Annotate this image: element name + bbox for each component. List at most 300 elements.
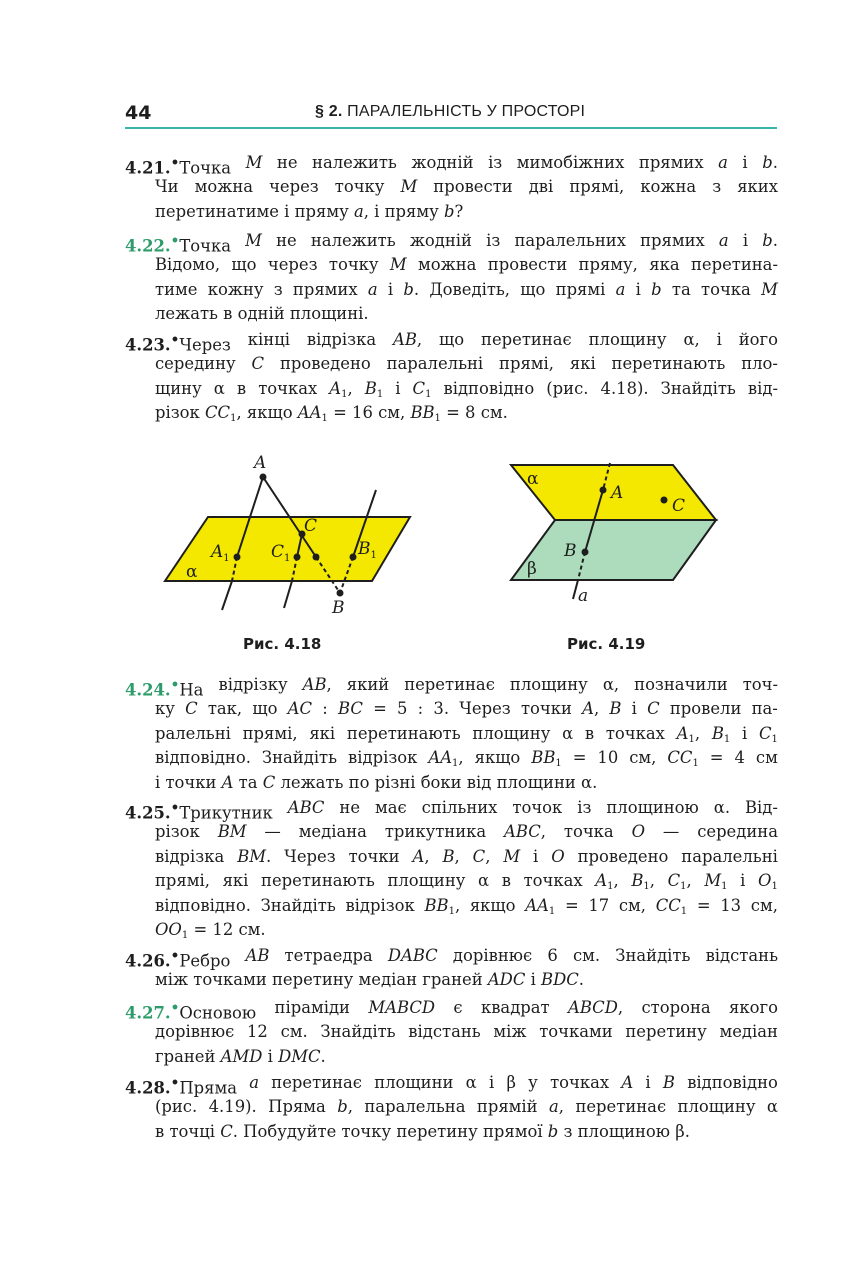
text-run: =: [564, 895, 579, 915]
math-symbol: b: [651, 279, 662, 299]
label-c: C: [672, 496, 686, 516]
problem-number: 4.22.: [125, 236, 171, 256]
text-run: перетина-: [690, 255, 778, 275]
math-symbol: A: [412, 846, 425, 866]
text-run: см.: [280, 1022, 308, 1042]
problem-number: 4.27.: [125, 1003, 171, 1023]
text-run: паралельних: [514, 231, 626, 250]
math-symbol: B: [662, 1073, 675, 1092]
text-run: α,: [602, 675, 620, 694]
text-run: є: [453, 998, 463, 1017]
text-run: дві: [528, 177, 554, 197]
text-run: см,: [750, 895, 778, 915]
text-run: точках: [258, 378, 318, 398]
text-run: точках: [550, 1073, 610, 1092]
level-marker: •: [170, 800, 180, 816]
math-symbol: BB: [410, 403, 435, 423]
math-symbol: B: [442, 846, 455, 866]
text-run: дорівнює: [452, 946, 533, 965]
problem-line: [125, 200, 778, 224]
text-run: жодній: [409, 231, 472, 250]
label-alpha: α: [186, 562, 198, 582]
text-run: відстань: [705, 946, 778, 965]
label-line-a: a: [578, 586, 589, 606]
subscript: 1: [376, 388, 384, 400]
text-run: перетинатиме і пряму: [155, 201, 354, 221]
math-symbol: A: [221, 772, 234, 792]
text-run: точку: [328, 255, 379, 275]
problem-line: [125, 894, 778, 918]
text-run: тиме: [155, 279, 198, 299]
text-run: 4.19).: [208, 1097, 257, 1117]
text-run: , і пряму: [363, 201, 444, 221]
text-run: .: [413, 279, 420, 299]
text-run: не: [276, 153, 298, 172]
text-run: його: [738, 330, 778, 349]
math-symbol: C: [251, 354, 265, 374]
math-symbol: a: [367, 279, 378, 299]
point-a: [600, 487, 607, 494]
text-run: відрізка: [155, 846, 225, 866]
text-run: см.: [572, 946, 601, 965]
text-run: Основою: [179, 1003, 257, 1023]
text-run: 3.: [433, 699, 450, 719]
problem-line: [125, 918, 778, 942]
text-run: прямі: [555, 279, 606, 299]
text-run: граней: [155, 1046, 221, 1066]
text-run: точках: [523, 871, 583, 891]
text-run: точки: [520, 699, 572, 719]
text-run: з: [712, 177, 722, 197]
math-symbol: AA: [525, 895, 549, 915]
text-run: =: [572, 748, 587, 768]
figure-4-18: [160, 450, 420, 620]
text-run: перетинає: [271, 1073, 362, 1092]
text-run: в: [236, 378, 247, 398]
text-run: дорівнює: [155, 1022, 235, 1042]
problem-line: [125, 1020, 778, 1044]
text-run: в: [501, 871, 511, 891]
math-symbol: M: [704, 871, 722, 891]
subscript: 1: [721, 881, 728, 893]
math-symbol: BB: [424, 895, 449, 915]
problem-line: [125, 722, 778, 746]
text-run: Точка: [179, 236, 232, 256]
text-run: у: [528, 1073, 538, 1092]
subscript: 1: [548, 905, 556, 917]
problem-line: [125, 820, 778, 844]
text-run: прямі,: [242, 723, 298, 743]
text-run: Трикутник: [179, 803, 273, 823]
text-run: ,: [347, 378, 353, 398]
text-run: з: [273, 279, 283, 299]
math-symbol: MABCD: [368, 998, 436, 1017]
point-b: [337, 590, 344, 597]
math-symbol: b: [762, 153, 773, 172]
math-symbol: AB: [302, 675, 327, 694]
math-symbol: BDC: [541, 970, 579, 990]
text-run: і: [387, 279, 394, 299]
problem-line: [125, 302, 778, 326]
text-run: в точці: [155, 1121, 221, 1141]
section-title-text: ПАРАЛЕЛЬНІСТЬ У ПРОСТОРІ: [347, 103, 586, 120]
problem-line: [125, 697, 778, 721]
subscript: 1: [448, 905, 455, 917]
problem-line: [125, 151, 778, 178]
point-c1: [294, 554, 301, 561]
text-run: позначили: [634, 675, 728, 694]
problem-line: [125, 175, 778, 199]
text-run: кожну: [207, 279, 264, 299]
figure-4-19: [505, 455, 725, 610]
text-run: відстань: [408, 1022, 481, 1042]
text-run: і: [742, 231, 749, 250]
math-symbol: M: [245, 153, 263, 172]
text-run: із: [486, 231, 501, 250]
problem-line: [125, 796, 778, 823]
subscript: 1: [341, 388, 348, 400]
point-b: [582, 549, 589, 556]
text-run: ,: [649, 871, 655, 891]
subscript: 1: [771, 881, 778, 893]
math-symbol: BB: [531, 748, 556, 768]
problem-4-21: [125, 151, 778, 224]
label-c1: $C_1$: [271, 542, 291, 564]
text-run: що: [439, 330, 465, 349]
text-run: різок: [155, 822, 200, 842]
text-run: відрізка: [306, 330, 377, 349]
text-run: з площиною β.: [558, 1121, 690, 1141]
text-run: які: [309, 723, 336, 743]
text-run: площину: [588, 330, 667, 349]
text-run: 12: [247, 1022, 268, 1042]
problem-number: 4.24.: [125, 680, 171, 700]
subscript: 1: [230, 413, 237, 425]
text-run: прямі,: [499, 354, 554, 374]
text-run: і: [488, 1073, 495, 1092]
text-run: 10: [597, 748, 619, 768]
text-run: 6: [547, 946, 558, 965]
math-symbol: b: [443, 201, 455, 221]
text-run: із: [577, 798, 592, 817]
math-symbol: b: [762, 231, 773, 250]
problem-4-23: [125, 328, 778, 426]
section-label: § 2.: [315, 103, 343, 120]
text-run: Чи: [155, 177, 179, 197]
text-run: перетинають: [346, 723, 461, 743]
text-run: Відомо,: [155, 255, 221, 275]
text-run: які: [222, 871, 249, 891]
math-symbol: ADC: [487, 970, 526, 990]
text-run: =: [696, 895, 711, 915]
text-run: α: [465, 1073, 477, 1092]
problem-line: [125, 944, 778, 971]
text-run: сторона: [641, 998, 711, 1017]
problem-4-25: [125, 796, 778, 942]
math-symbol: AB: [245, 946, 270, 965]
problem-line: [125, 869, 778, 893]
math-symbol: AA: [428, 748, 453, 768]
text-run: прямі,: [569, 177, 625, 197]
problem-number: 4.25.: [125, 803, 171, 823]
text-run: точ-: [742, 675, 778, 694]
text-run: і: [631, 699, 637, 719]
problem-line: [125, 746, 778, 770]
text-run: провести: [433, 177, 513, 197]
problem-line: [125, 1045, 778, 1069]
math-symbol: a: [718, 231, 729, 250]
text-run: що: [520, 279, 546, 299]
text-run: ралельні: [155, 723, 231, 743]
subscript: 1: [688, 733, 695, 745]
text-run: щину: [155, 378, 202, 398]
text-run: На: [179, 680, 204, 700]
text-run: і: [635, 279, 641, 299]
math-symbol: a: [549, 1097, 559, 1117]
problem-4-28: [125, 1071, 778, 1144]
figure-4-18-caption: Рис. 4.18: [243, 635, 322, 653]
text-run: можна: [194, 177, 254, 197]
level-marker: •: [170, 233, 180, 249]
math-symbol: M: [761, 279, 778, 299]
text-run: ,: [416, 330, 423, 349]
level-marker: •: [170, 1075, 180, 1091]
page-number: 44: [125, 102, 152, 124]
figure-4-19-caption: Рис. 4.19: [567, 635, 646, 653]
problem-4-26: [125, 944, 778, 993]
math-symbol: B: [364, 378, 377, 398]
text-run: ,: [617, 998, 624, 1017]
text-run: (рис.: [546, 378, 589, 398]
subscript: 1: [771, 733, 778, 745]
problem-line: [125, 968, 778, 992]
text-run: так,: [207, 699, 243, 719]
problem-line: [125, 1120, 778, 1144]
text-run: точка: [563, 822, 614, 842]
text-run: не: [339, 798, 361, 817]
math-symbol: O: [758, 871, 772, 891]
text-run: см: [755, 748, 778, 768]
text-run: і: [262, 1046, 279, 1066]
problem-line: [125, 229, 778, 256]
text-run: .: [266, 846, 272, 866]
text-run: кожна: [640, 177, 697, 197]
text-run: прямій: [476, 1097, 538, 1117]
math-symbol: A: [621, 1073, 634, 1092]
math-symbol: M: [245, 231, 262, 250]
text-run: ,: [485, 846, 491, 866]
text-run: квадрат: [480, 998, 550, 1017]
text-run: піраміди: [274, 998, 350, 1017]
text-run: точка: [701, 279, 751, 299]
math-symbol: M: [400, 177, 418, 197]
text-run: і: [741, 723, 748, 743]
text-run: α: [478, 871, 490, 891]
text-run: прямих: [640, 231, 705, 250]
subscript: 1: [425, 388, 432, 400]
subscript: 1: [434, 413, 441, 425]
text-run: =: [373, 699, 387, 719]
text-run: не: [276, 231, 297, 250]
text-run: Від-: [745, 798, 778, 817]
text-run: .: [578, 970, 584, 990]
text-run: Пряма: [179, 1078, 238, 1098]
problem-number: 4.28.: [125, 1078, 171, 1098]
section-title: [315, 103, 585, 121]
text-run: :: [322, 699, 328, 719]
problem-4-24: [125, 673, 778, 795]
text-run: в: [584, 723, 595, 743]
text-run: і точки: [155, 772, 222, 792]
text-run: належить: [310, 231, 396, 250]
page-header: [125, 100, 777, 130]
text-run: належить: [312, 153, 397, 172]
text-run: Знайдіть: [320, 1022, 396, 1042]
text-run: мимобіжних: [516, 153, 625, 172]
plane-alpha: [165, 517, 410, 581]
text-run: проведено: [279, 354, 371, 374]
text-run: см,: [618, 895, 647, 915]
text-run: відповідно: [687, 1073, 778, 1092]
text-run: ,: [694, 723, 701, 743]
text-run: і: [645, 1073, 651, 1092]
label-a1: $A_1$: [211, 542, 230, 564]
header-divider: [125, 127, 777, 129]
level-marker: •: [170, 155, 180, 171]
text-run: Знайдіть: [660, 378, 736, 398]
text-run: і: [533, 846, 539, 866]
text-run: перетинають: [611, 354, 726, 374]
math-symbol: B: [609, 699, 622, 719]
text-run: .: [772, 153, 778, 172]
math-symbol: ABC: [287, 798, 325, 817]
text-run: ,: [613, 871, 619, 891]
text-run: відрізок: [345, 895, 415, 915]
text-run: від-: [747, 378, 778, 398]
problem-line: [125, 253, 778, 277]
math-symbol: C: [667, 871, 681, 891]
label-a: A: [254, 453, 267, 473]
problem-line: [125, 377, 778, 401]
subscript: 1: [607, 881, 614, 893]
text-run: через: [269, 177, 319, 197]
math-symbol: a: [615, 279, 626, 299]
math-symbol: b: [547, 1121, 559, 1141]
text-run: площину: [387, 871, 466, 891]
math-symbol: CC: [667, 748, 693, 768]
text-run: паралельні: [386, 354, 484, 374]
problem-line: [125, 771, 778, 795]
text-run: відповідно: [443, 378, 535, 398]
text-run: площину: [509, 675, 588, 694]
point-a: [260, 474, 267, 481]
text-run: точках: [605, 723, 665, 743]
math-symbol: BC: [337, 699, 363, 719]
math-symbol: CC: [655, 895, 681, 915]
text-run: = 12 см.: [188, 919, 266, 939]
math-symbol: B: [711, 723, 724, 743]
text-run: якщо: [469, 895, 516, 915]
text-run: відповідно.: [155, 748, 251, 768]
problem-line: [125, 845, 778, 869]
text-run: має: [375, 798, 407, 817]
text-run: пряму,: [578, 255, 638, 275]
subscript: 1: [452, 758, 459, 770]
text-run: прямих: [638, 153, 704, 172]
text-run: і: [395, 378, 401, 398]
problem-line: [125, 328, 778, 355]
math-symbol: OO: [155, 919, 182, 939]
text-run: β: [506, 1073, 516, 1092]
text-run: середину: [155, 354, 236, 374]
text-run: 4: [734, 748, 745, 768]
text-run: ку: [155, 699, 175, 719]
text-run: перетинає: [404, 675, 495, 694]
text-run: можна: [418, 255, 477, 275]
text-run: 5: [397, 699, 408, 719]
text-run: Доведіть,: [429, 279, 511, 299]
problem-4-27: [125, 996, 778, 1069]
subscript: 1: [680, 905, 688, 917]
math-symbol: ABC: [504, 822, 541, 842]
math-symbol: C: [220, 1121, 233, 1141]
text-run: .: [772, 231, 778, 250]
subscript: 1: [723, 733, 731, 745]
text-run: перетинають: [261, 871, 375, 891]
math-symbol: b: [337, 1097, 348, 1117]
text-run: ,: [454, 846, 460, 866]
text-run: медіана: [298, 822, 367, 842]
text-run: точками: [539, 1022, 613, 1042]
problem-number: 4.26.: [125, 951, 171, 971]
text-run: , якщо: [236, 403, 298, 423]
text-run: паралельні: [681, 846, 778, 866]
text-run: якщо: [474, 748, 521, 768]
text-run: який: [346, 675, 390, 694]
text-run: :: [417, 699, 424, 719]
text-run: площину: [472, 723, 551, 743]
subscript: 1: [692, 758, 699, 770]
problem-line: [125, 996, 778, 1023]
text-run: Через: [284, 846, 336, 866]
text-run: ,: [686, 871, 692, 891]
text-run: = 8 см.: [440, 403, 508, 423]
text-run: та: [671, 279, 691, 299]
math-symbol: C: [647, 699, 660, 719]
text-run: тетраедра: [284, 946, 373, 965]
point-mid: [313, 554, 320, 561]
text-run: що: [252, 699, 278, 719]
math-symbol: a: [718, 153, 728, 172]
text-run: .: [320, 1046, 326, 1066]
text-run: Знайдіть: [615, 946, 691, 965]
text-run: 13: [720, 895, 742, 915]
math-symbol: C: [185, 699, 198, 719]
math-symbol: O: [631, 822, 646, 842]
text-run: через: [267, 255, 318, 275]
math-symbol: CC: [205, 403, 231, 423]
math-symbol: BM: [217, 822, 247, 842]
level-marker: •: [170, 677, 180, 693]
math-symbol: AA: [297, 403, 322, 423]
label-beta: β: [527, 559, 537, 579]
math-symbol: B: [631, 871, 644, 891]
label-c: C: [304, 516, 318, 536]
text-run: площиною: [606, 798, 699, 817]
math-symbol: C: [412, 378, 426, 398]
problem-line: [125, 278, 778, 302]
text-run: точок: [512, 798, 563, 817]
